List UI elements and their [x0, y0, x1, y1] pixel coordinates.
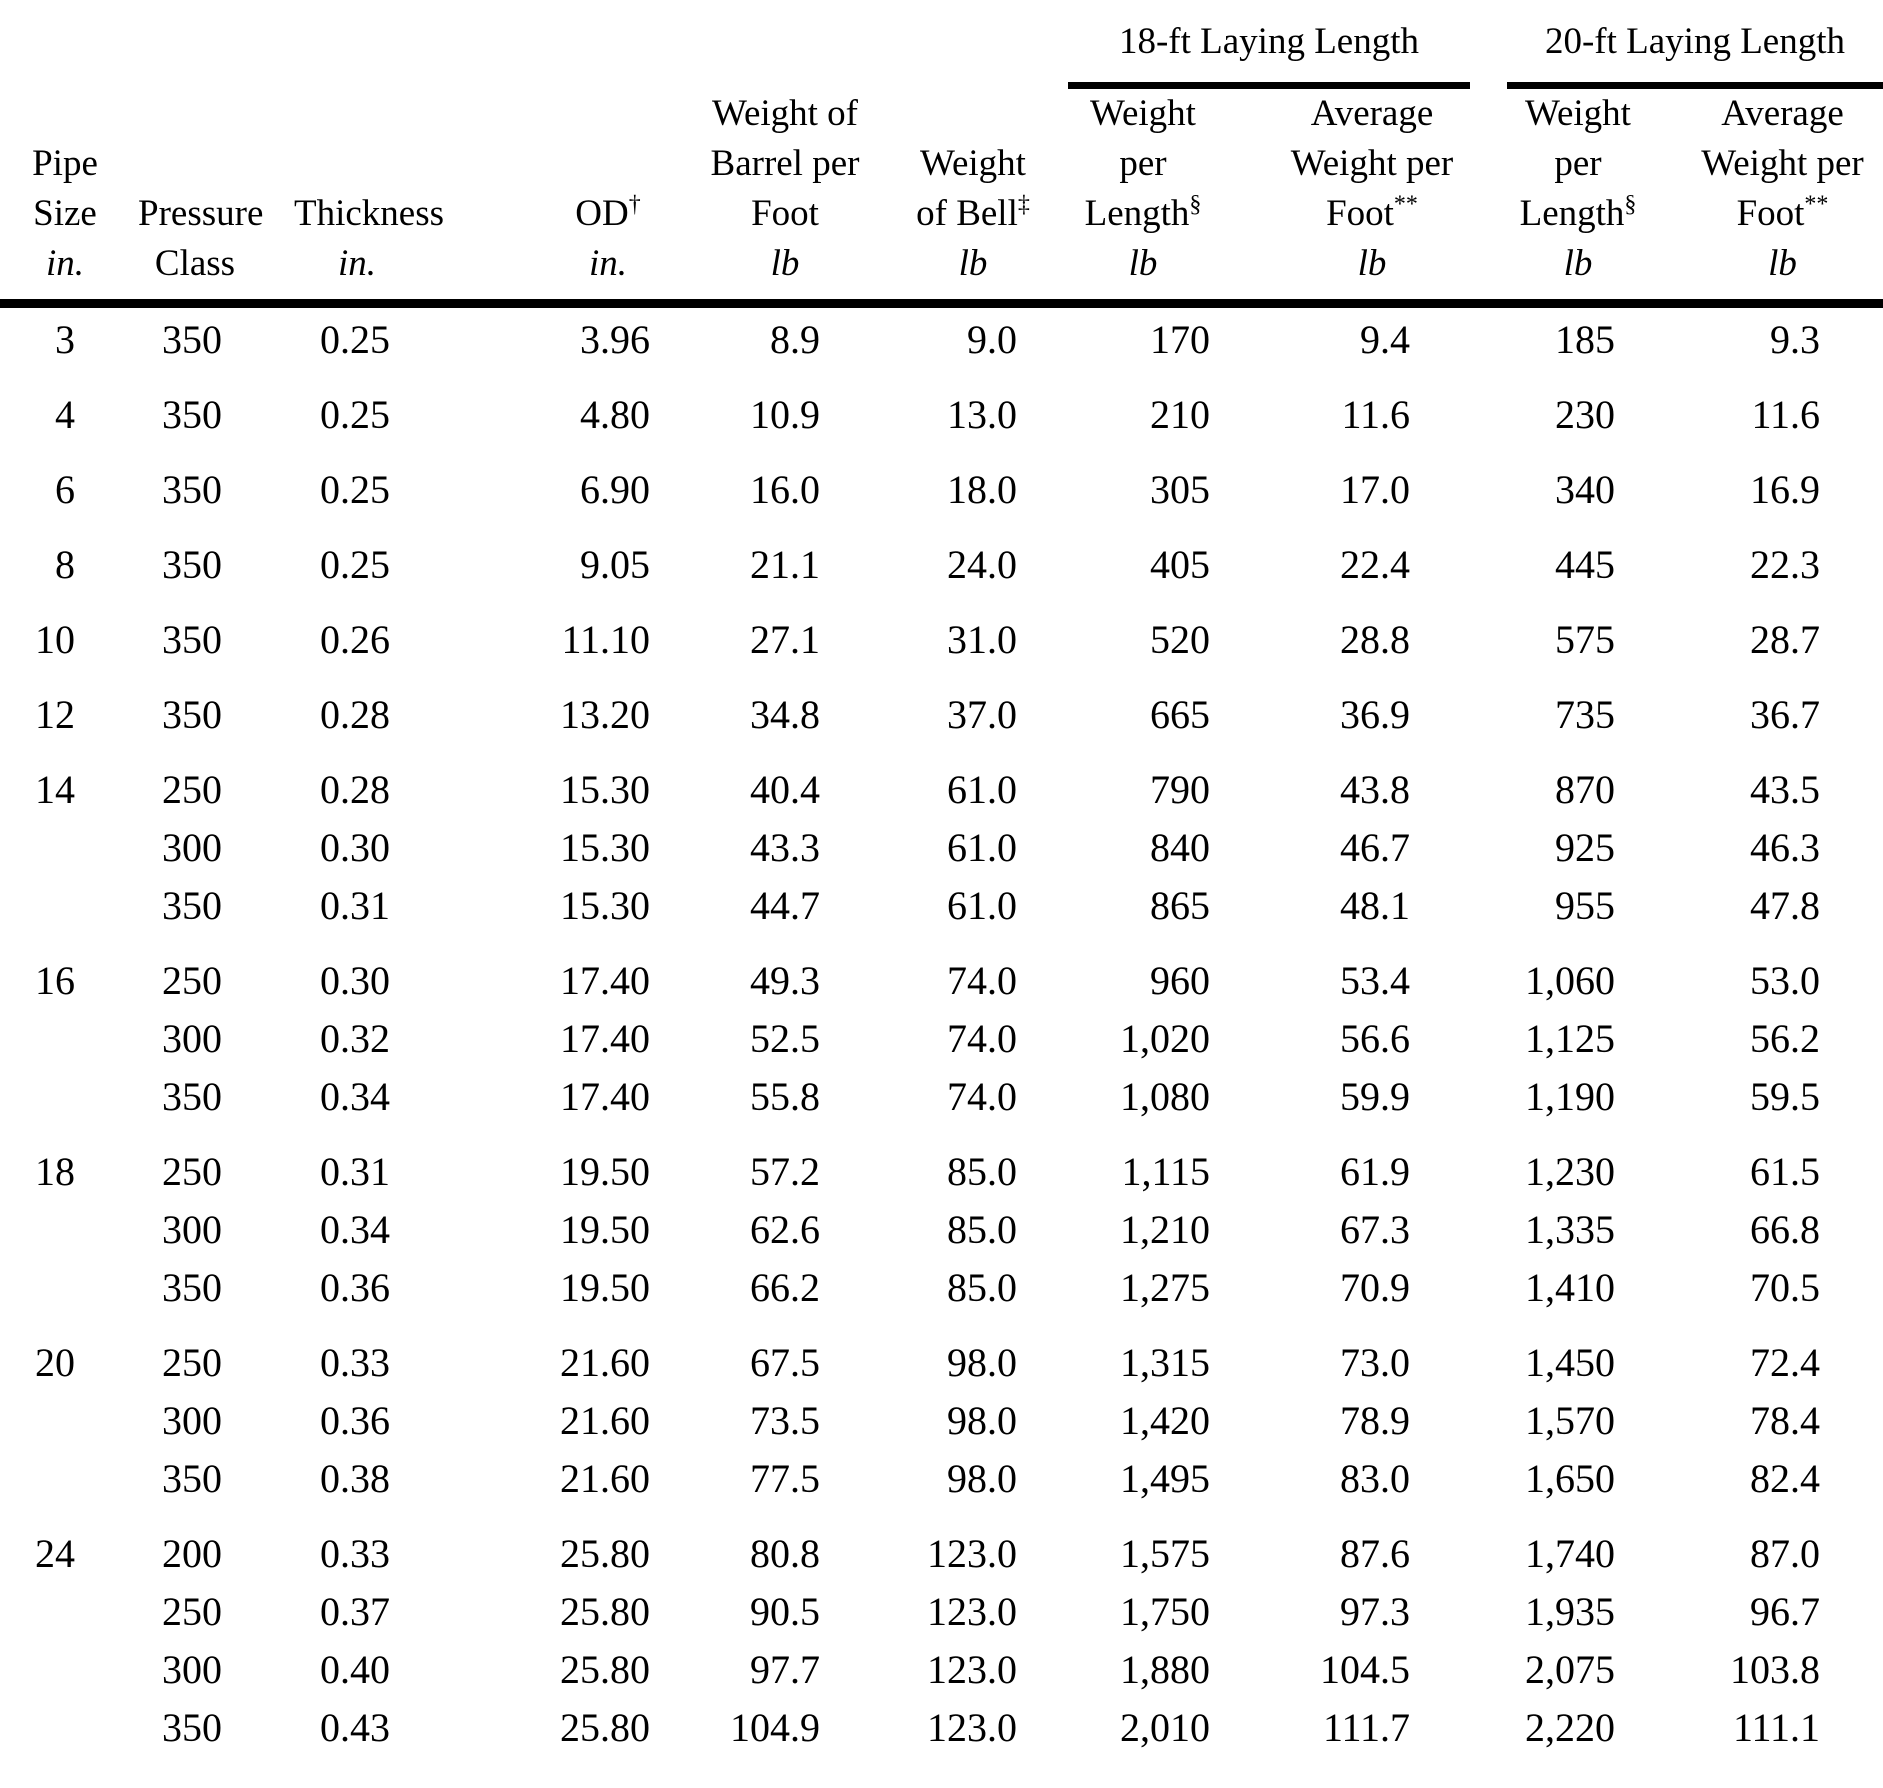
cell-thickness_in: 0.30	[320, 825, 390, 870]
cell-avg_weight_per_foot_18ft_lb: 73.0	[1340, 1340, 1410, 1385]
cell-pressure_class: 350	[162, 883, 222, 928]
cell-pressure_class: 350	[162, 1456, 222, 1501]
cell-avg_weight_per_foot_18ft_lb: 46.7	[1340, 825, 1410, 870]
cell-pipe_size_in	[0, 1010, 112, 1068]
cell-pressure_class: 250	[162, 1340, 222, 1385]
cell-weight_per_length_20ft_lb: 1,190	[1525, 1074, 1615, 1119]
cell-weight_per_length_20ft_lb: 575	[1555, 617, 1615, 662]
cell-weight_per_length_18ft_lb: 1,080	[1120, 1074, 1210, 1119]
cell-avg_weight_per_foot_20ft_lb: 66.8	[1750, 1207, 1820, 1252]
col-header-thickness: Thickness in.	[252, 89, 420, 304]
cell-weight_of_barrel_per_foot_lb: 27.1	[750, 617, 820, 662]
cell-pressure_class: 250	[162, 767, 222, 812]
cell-avg_weight_per_foot_18ft_lb: 53.4	[1340, 958, 1410, 1003]
cell-weight_of_bell_lb: 61.0	[947, 767, 1017, 812]
cell-avg_weight_per_foot_18ft_lb: 28.8	[1340, 617, 1410, 662]
spanner-rule-18ft	[1068, 82, 1470, 89]
cell-pressure_class: 300	[162, 1398, 222, 1443]
cell-avg_weight_per_foot_18ft_lb: 97.3	[1340, 1589, 1410, 1634]
group-header-18ft	[1060, 0, 1470, 89]
cell-weight_of_barrel_per_foot_lb: 80.8	[750, 1531, 820, 1576]
cell-avg_weight_per_foot_20ft_lb: 78.4	[1750, 1398, 1820, 1443]
cell-weight_per_length_20ft_lb: 1,230	[1525, 1149, 1615, 1194]
cell-weight_of_barrel_per_foot_lb: 49.3	[750, 958, 820, 1003]
cell-thickness_in: 0.33	[320, 1340, 390, 1385]
table-row	[0, 304, 1883, 370]
cell-pressure_class: 350	[162, 1074, 222, 1119]
table-row	[0, 1259, 1883, 1317]
col-header-pressure-class: Pressure Class	[112, 89, 252, 304]
cell-pipe_size_in: 10	[35, 617, 75, 662]
cell-weight_per_length_18ft_lb: 520	[1150, 617, 1210, 662]
table-row	[0, 1201, 1883, 1259]
cell-thickness_in: 0.25	[320, 542, 390, 587]
cell-avg_weight_per_foot_18ft_lb: 83.0	[1340, 1456, 1410, 1501]
cell-od_in: 15.30	[560, 883, 650, 928]
col-header-od: OD† in.	[420, 89, 700, 304]
cell-weight_per_length_18ft_lb: 405	[1150, 542, 1210, 587]
cell-pipe_size_in	[0, 1699, 112, 1757]
table-row	[0, 1126, 1883, 1201]
cell-od_in: 19.50	[560, 1207, 650, 1252]
cell-weight_of_bell_lb: 37.0	[947, 692, 1017, 737]
cell-weight_of_barrel_per_foot_lb: 16.0	[750, 467, 820, 512]
table-row	[0, 669, 1883, 744]
cell-weight_per_length_20ft_lb: 185	[1555, 317, 1615, 362]
table-row	[0, 1010, 1883, 1068]
cell-weight_of_barrel_per_foot_lb: 77.5	[750, 1456, 820, 1501]
cell-weight_of_barrel_per_foot_lb: 10.9	[750, 392, 820, 437]
cell-weight_of_bell_lb: 85.0	[947, 1149, 1017, 1194]
cell-avg_weight_per_foot_18ft_lb: 67.3	[1340, 1207, 1410, 1252]
cell-pressure_class: 250	[162, 1149, 222, 1194]
table-header	[0, 0, 1883, 304]
cell-od_in: 17.40	[560, 958, 650, 1003]
cell-od_in: 13.20	[560, 692, 650, 737]
cell-weight_per_length_18ft_lb: 865	[1150, 883, 1210, 928]
cell-avg_weight_per_foot_20ft_lb: 47.8	[1750, 883, 1820, 928]
cell-pipe_size_in	[0, 877, 112, 935]
cell-weight_of_barrel_per_foot_lb: 57.2	[750, 1149, 820, 1194]
cell-weight_per_length_20ft_lb: 1,450	[1525, 1340, 1615, 1385]
cell-pressure_class: 300	[162, 825, 222, 870]
cell-pressure_class: 250	[162, 958, 222, 1003]
cell-pressure_class: 300	[162, 1207, 222, 1252]
cell-od_in: 17.40	[560, 1074, 650, 1119]
cell-weight_per_length_20ft_lb: 1,410	[1525, 1265, 1615, 1310]
cell-od_in: 17.40	[560, 1016, 650, 1061]
cell-weight_per_length_20ft_lb: 340	[1555, 467, 1615, 512]
table-row	[0, 744, 1883, 819]
cell-weight_of_barrel_per_foot_lb: 21.1	[750, 542, 820, 587]
cell-weight_of_barrel_per_foot_lb: 97.7	[750, 1647, 820, 1692]
cell-avg_weight_per_foot_18ft_lb: 111.7	[1322, 1705, 1410, 1750]
cell-od_in: 21.60	[560, 1456, 650, 1501]
cell-weight_per_length_20ft_lb: 1,125	[1525, 1016, 1615, 1061]
cell-avg_weight_per_foot_20ft_lb: 70.5	[1750, 1265, 1820, 1310]
cell-avg_weight_per_foot_20ft_lb: 72.4	[1750, 1340, 1820, 1385]
cell-weight_per_length_18ft_lb: 210	[1150, 392, 1210, 437]
cell-od_in: 21.60	[560, 1340, 650, 1385]
cell-od_in: 25.80	[560, 1705, 650, 1750]
group-header-spacer	[0, 0, 1060, 89]
col-header-avg-weight-per-foot-18ft: Average Weight per Foot** lb	[1256, 89, 1470, 304]
cell-weight_per_length_18ft_lb: 1,420	[1120, 1398, 1210, 1443]
group-header-18ft-label: 18-ft Laying Length	[1118, 21, 1420, 62]
cell-weight_of_bell_lb: 13.0	[947, 392, 1017, 437]
cell-thickness_in: 0.30	[320, 958, 390, 1003]
cell-avg_weight_per_foot_20ft_lb: 28.7	[1750, 617, 1820, 662]
cell-weight_of_bell_lb: 74.0	[947, 1074, 1017, 1119]
col-header-pipe-size: Pipe Size in.	[0, 89, 112, 304]
table-row	[0, 1583, 1883, 1641]
cell-pipe_size_in	[0, 1392, 112, 1450]
cell-pipe_size_in	[0, 1450, 112, 1508]
cell-weight_of_bell_lb: 18.0	[947, 467, 1017, 512]
table-row	[0, 1392, 1883, 1450]
group-header-20ft-label: 20-ft Laying Length	[1544, 21, 1846, 62]
cell-avg_weight_per_foot_20ft_lb: 36.7	[1750, 692, 1820, 737]
cell-weight_per_length_18ft_lb: 840	[1150, 825, 1210, 870]
cell-weight_per_length_18ft_lb: 1,210	[1120, 1207, 1210, 1252]
cell-weight_of_bell_lb: 98.0	[947, 1456, 1017, 1501]
cell-weight_per_length_18ft_lb: 1,315	[1120, 1340, 1210, 1385]
cell-weight_per_length_20ft_lb: 1,650	[1525, 1456, 1615, 1501]
cell-avg_weight_per_foot_18ft_lb: 78.9	[1340, 1398, 1410, 1443]
double-dagger-footnote-mark: ‡	[1017, 191, 1030, 218]
col-header-weight-per-length-20ft: Weight per Length§ lb	[1470, 89, 1682, 304]
table-row	[0, 1641, 1883, 1699]
cell-pipe_size_in: 6	[55, 467, 75, 512]
table-body	[0, 304, 1883, 1758]
cell-pipe_size_in	[0, 1201, 112, 1259]
cell-weight_of_bell_lb: 31.0	[947, 617, 1017, 662]
cell-weight_of_barrel_per_foot_lb: 34.8	[750, 692, 820, 737]
table-row	[0, 1699, 1883, 1757]
cell-avg_weight_per_foot_20ft_lb: 56.2	[1750, 1016, 1820, 1061]
cell-weight_per_length_20ft_lb: 1,740	[1525, 1531, 1615, 1576]
table-row	[0, 819, 1883, 877]
cell-weight_of_barrel_per_foot_lb: 52.5	[750, 1016, 820, 1061]
table-row	[0, 444, 1883, 519]
cell-weight_per_length_18ft_lb: 170	[1150, 317, 1210, 362]
cell-weight_per_length_20ft_lb: 735	[1555, 692, 1615, 737]
cell-od_in: 25.80	[560, 1647, 650, 1692]
col-header-bell-weight: Weight of Bell‡ lb	[880, 89, 1060, 304]
cell-weight_of_bell_lb: 74.0	[947, 1016, 1017, 1061]
table-row	[0, 1068, 1883, 1126]
cell-od_in: 11.10	[561, 617, 650, 662]
cell-weight_of_barrel_per_foot_lb: 90.5	[750, 1589, 820, 1634]
cell-od_in: 6.90	[580, 467, 650, 512]
cell-weight_of_barrel_per_foot_lb: 66.2	[750, 1265, 820, 1310]
cell-weight_per_length_20ft_lb: 230	[1555, 392, 1615, 437]
cell-thickness_in: 0.34	[320, 1074, 390, 1119]
cell-thickness_in: 0.28	[320, 692, 390, 737]
cell-pressure_class: 350	[162, 1265, 222, 1310]
cell-avg_weight_per_foot_20ft_lb: 87.0	[1750, 1531, 1820, 1576]
cell-thickness_in: 0.32	[320, 1016, 390, 1061]
cell-weight_of_bell_lb: 74.0	[947, 958, 1017, 1003]
cell-avg_weight_per_foot_20ft_lb: 11.6	[1751, 392, 1820, 437]
cell-pressure_class: 300	[162, 1647, 222, 1692]
cell-thickness_in: 0.38	[320, 1456, 390, 1501]
cell-weight_per_length_20ft_lb: 1,335	[1525, 1207, 1615, 1252]
cell-weight_per_length_18ft_lb: 665	[1150, 692, 1210, 737]
cell-weight_of_barrel_per_foot_lb: 40.4	[750, 767, 820, 812]
cell-pipe_size_in: 14	[35, 767, 75, 812]
cell-thickness_in: 0.36	[320, 1398, 390, 1443]
cell-od_in: 25.80	[560, 1589, 650, 1634]
cell-avg_weight_per_foot_18ft_lb: 59.9	[1340, 1074, 1410, 1119]
cell-weight_of_bell_lb: 85.0	[947, 1265, 1017, 1310]
cell-avg_weight_per_foot_20ft_lb: 22.3	[1750, 542, 1820, 587]
cell-avg_weight_per_foot_20ft_lb: 96.7	[1750, 1589, 1820, 1634]
cell-thickness_in: 0.31	[320, 883, 390, 928]
cell-avg_weight_per_foot_20ft_lb: 9.3	[1770, 317, 1820, 362]
cell-avg_weight_per_foot_18ft_lb: 43.8	[1340, 767, 1410, 812]
cell-avg_weight_per_foot_20ft_lb: 82.4	[1750, 1456, 1820, 1501]
section-footnote-mark: §	[1189, 191, 1202, 218]
cell-weight_per_length_20ft_lb: 925	[1555, 825, 1615, 870]
cell-pressure_class: 250	[162, 1589, 222, 1634]
table-row	[0, 369, 1883, 444]
table-row	[0, 1450, 1883, 1508]
cell-pipe_size_in	[0, 1641, 112, 1699]
cell-od_in: 9.05	[580, 542, 650, 587]
cell-thickness_in: 0.34	[320, 1207, 390, 1252]
cell-weight_of_barrel_per_foot_lb: 104.9	[730, 1705, 820, 1750]
cell-avg_weight_per_foot_20ft_lb: 59.5	[1750, 1074, 1820, 1119]
cell-thickness_in: 0.25	[320, 467, 390, 512]
col-header-avg-weight-per-foot-20ft: Average Weight per Foot** lb	[1682, 89, 1883, 304]
cell-thickness_in: 0.25	[320, 317, 390, 362]
section-footnote-mark: §	[1624, 191, 1637, 218]
cell-thickness_in: 0.40	[320, 1647, 390, 1692]
cell-thickness_in: 0.33	[320, 1531, 390, 1576]
cell-pressure_class: 350	[162, 392, 222, 437]
cell-avg_weight_per_foot_18ft_lb: 104.5	[1320, 1647, 1410, 1692]
cell-weight_of_bell_lb: 123.0	[927, 1647, 1017, 1692]
cell-od_in: 3.96	[580, 317, 650, 362]
cell-thickness_in: 0.26	[320, 617, 390, 662]
cell-weight_per_length_18ft_lb: 1,880	[1120, 1647, 1210, 1692]
table-row	[0, 1508, 1883, 1583]
cell-thickness_in: 0.43	[320, 1705, 390, 1750]
cell-weight_of_barrel_per_foot_lb: 43.3	[750, 825, 820, 870]
cell-od_in: 25.80	[560, 1531, 650, 1576]
cell-pressure_class: 350	[162, 317, 222, 362]
cell-od_in: 21.60	[560, 1398, 650, 1443]
cell-thickness_in: 0.31	[320, 1149, 390, 1194]
cell-avg_weight_per_foot_20ft_lb: 61.5	[1750, 1149, 1820, 1194]
cell-weight_per_length_20ft_lb: 955	[1555, 883, 1615, 928]
cell-avg_weight_per_foot_20ft_lb: 53.0	[1750, 958, 1820, 1003]
cell-weight_per_length_18ft_lb: 1,495	[1120, 1456, 1210, 1501]
cell-pressure_class: 350	[162, 467, 222, 512]
cell-pipe_size_in	[0, 1259, 112, 1317]
cell-weight_per_length_20ft_lb: 1,060	[1525, 958, 1615, 1003]
cell-weight_of_bell_lb: 123.0	[927, 1531, 1017, 1576]
cell-pressure_class: 200	[162, 1531, 222, 1576]
cell-pipe_size_in: 8	[55, 542, 75, 587]
double-asterisk-footnote-mark: **	[1804, 191, 1829, 218]
cell-weight_of_barrel_per_foot_lb: 55.8	[750, 1074, 820, 1119]
col-header-barrel-weight: Weight of Barrel per Foot lb	[700, 89, 880, 304]
group-header-row	[0, 0, 1883, 89]
cell-pressure_class: 350	[162, 617, 222, 662]
cell-weight_per_length_18ft_lb: 1,750	[1120, 1589, 1210, 1634]
dagger-footnote-mark: †	[628, 191, 641, 218]
spanner-rule-20ft	[1507, 82, 1883, 89]
cell-avg_weight_per_foot_20ft_lb: 16.9	[1750, 467, 1820, 512]
cell-weight_of_bell_lb: 123.0	[927, 1589, 1017, 1634]
cell-weight_per_length_18ft_lb: 790	[1150, 767, 1210, 812]
cell-weight_per_length_20ft_lb: 2,075	[1525, 1647, 1615, 1692]
cell-weight_per_length_18ft_lb: 960	[1150, 958, 1210, 1003]
cell-weight_per_length_18ft_lb: 1,020	[1120, 1016, 1210, 1061]
cell-thickness_in: 0.36	[320, 1265, 390, 1310]
cell-weight_of_bell_lb: 98.0	[947, 1340, 1017, 1385]
cell-weight_of_barrel_per_foot_lb: 73.5	[750, 1398, 820, 1443]
cell-avg_weight_per_foot_20ft_lb: 111.1	[1732, 1705, 1820, 1750]
cell-weight_of_barrel_per_foot_lb: 8.9	[770, 317, 820, 362]
cell-thickness_in: 0.25	[320, 392, 390, 437]
cell-weight_per_length_18ft_lb: 2,010	[1120, 1705, 1210, 1750]
cell-avg_weight_per_foot_18ft_lb: 36.9	[1340, 692, 1410, 737]
cell-thickness_in: 0.37	[320, 1589, 390, 1634]
cell-weight_per_length_18ft_lb: 1,115	[1121, 1149, 1210, 1194]
table-row	[0, 519, 1883, 594]
cell-avg_weight_per_foot_18ft_lb: 87.6	[1340, 1531, 1410, 1576]
cell-weight_of_bell_lb: 61.0	[947, 825, 1017, 870]
cell-weight_per_length_18ft_lb: 1,275	[1120, 1265, 1210, 1310]
cell-od_in: 4.80	[580, 392, 650, 437]
cell-od_in: 15.30	[560, 825, 650, 870]
double-asterisk-footnote-mark: **	[1393, 191, 1418, 218]
table-row	[0, 594, 1883, 669]
cell-pipe_size_in	[0, 1583, 112, 1641]
cell-avg_weight_per_foot_18ft_lb: 9.4	[1360, 317, 1410, 362]
table-row	[0, 1317, 1883, 1392]
cell-pressure_class: 300	[162, 1016, 222, 1061]
cell-od_in: 15.30	[560, 767, 650, 812]
group-header-20ft	[1470, 0, 1883, 89]
cell-weight_of_bell_lb: 123.0	[927, 1705, 1017, 1750]
cell-weight_of_bell_lb: 98.0	[947, 1398, 1017, 1443]
cell-weight_per_length_18ft_lb: 1,575	[1120, 1531, 1210, 1576]
cell-avg_weight_per_foot_18ft_lb: 56.6	[1340, 1016, 1410, 1061]
cell-pipe_size_in: 3	[55, 317, 75, 362]
cell-avg_weight_per_foot_20ft_lb: 46.3	[1750, 825, 1820, 870]
cell-weight_per_length_20ft_lb: 1,570	[1525, 1398, 1615, 1443]
cell-thickness_in: 0.28	[320, 767, 390, 812]
cell-pipe_size_in: 20	[35, 1340, 75, 1385]
cell-weight_of_bell_lb: 9.0	[967, 317, 1017, 362]
cell-avg_weight_per_foot_20ft_lb: 103.8	[1730, 1647, 1820, 1692]
cell-avg_weight_per_foot_20ft_lb: 43.5	[1750, 767, 1820, 812]
cell-weight_of_barrel_per_foot_lb: 44.7	[750, 883, 820, 928]
cell-weight_of_barrel_per_foot_lb: 67.5	[750, 1340, 820, 1385]
cell-pipe_size_in: 16	[35, 958, 75, 1003]
cell-pipe_size_in: 4	[55, 392, 75, 437]
cell-weight_per_length_20ft_lb: 2,220	[1525, 1705, 1615, 1750]
cell-pipe_size_in: 12	[35, 692, 75, 737]
cell-weight_per_length_18ft_lb: 305	[1150, 467, 1210, 512]
cell-pipe_size_in	[0, 819, 112, 877]
column-header-row	[0, 89, 1883, 304]
cell-weight_per_length_20ft_lb: 1,935	[1525, 1589, 1615, 1634]
cell-pipe_size_in: 24	[35, 1531, 75, 1576]
cell-weight_of_bell_lb: 85.0	[947, 1207, 1017, 1252]
cell-pipe_size_in: 18	[35, 1149, 75, 1194]
table-row	[0, 877, 1883, 935]
cell-avg_weight_per_foot_18ft_lb: 22.4	[1340, 542, 1410, 587]
cell-weight_per_length_20ft_lb: 445	[1555, 542, 1615, 587]
cell-avg_weight_per_foot_18ft_lb: 48.1	[1340, 883, 1410, 928]
cell-od_in: 19.50	[560, 1265, 650, 1310]
col-header-weight-per-length-18ft: Weight per Length§ lb	[1060, 89, 1256, 304]
cell-od_in: 19.50	[560, 1149, 650, 1194]
cell-avg_weight_per_foot_18ft_lb: 70.9	[1340, 1265, 1410, 1310]
cell-pressure_class: 350	[162, 1705, 222, 1750]
table-row	[0, 935, 1883, 1010]
cell-weight_of_bell_lb: 61.0	[947, 883, 1017, 928]
cell-avg_weight_per_foot_18ft_lb: 61.9	[1340, 1149, 1410, 1194]
cell-pressure_class: 350	[162, 542, 222, 587]
cell-weight_of_barrel_per_foot_lb: 62.6	[750, 1207, 820, 1252]
cell-weight_of_bell_lb: 24.0	[947, 542, 1017, 587]
cell-weight_per_length_20ft_lb: 870	[1555, 767, 1615, 812]
cell-pressure_class: 350	[162, 692, 222, 737]
cell-pipe_size_in	[0, 1068, 112, 1126]
cell-avg_weight_per_foot_18ft_lb: 17.0	[1340, 467, 1410, 512]
cell-avg_weight_per_foot_18ft_lb: 11.6	[1341, 392, 1410, 437]
